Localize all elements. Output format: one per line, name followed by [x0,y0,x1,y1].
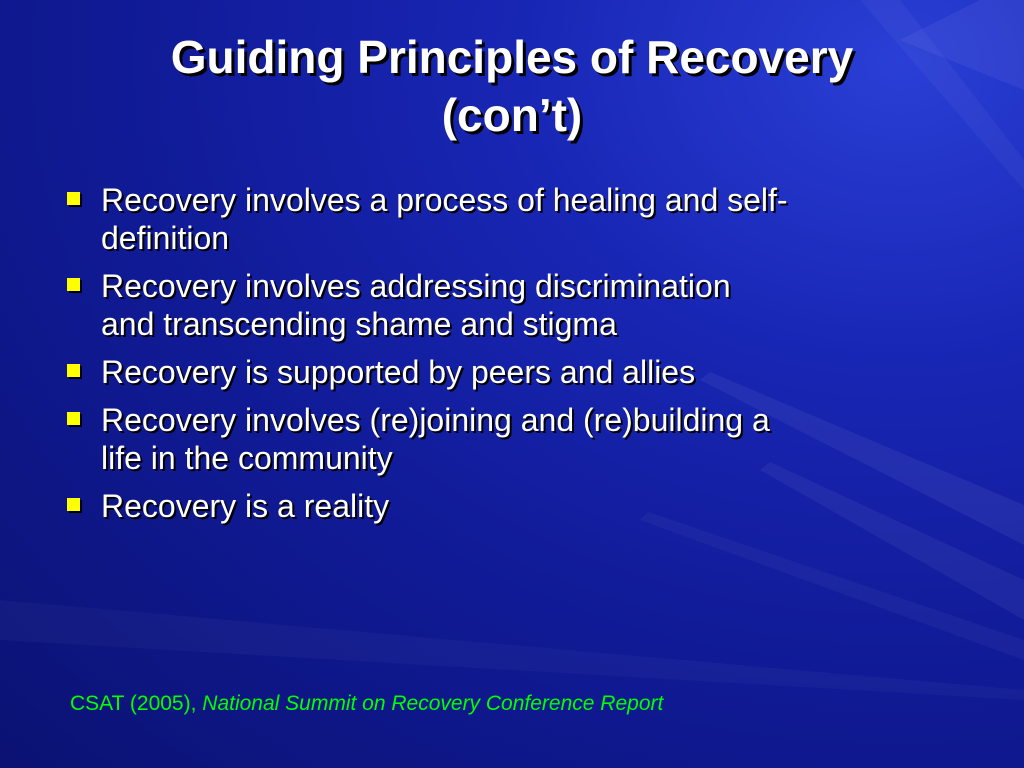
bullet-text-line: definition [101,220,230,256]
bullet-text-line: Recovery involves (re)joining and (re)building a [101,402,770,438]
bullet-item-discrimination [64,267,974,343]
bullet-text-line: Recovery is supported by peers and allies [101,354,696,390]
slide-title-line-1: Guiding Principles of Recovery [170,31,854,83]
yellow-square-bullet-icon [67,498,80,511]
bullet-text-line: Recovery involves addressing discrimination [101,268,731,304]
bullet-text-line: Recovery is a reality [101,488,390,524]
bullet-item-healing [64,181,974,257]
bullet-list [64,181,974,535]
bullet-text-line: Recovery involves a process of healing and self- [101,182,788,218]
yellow-square-bullet-icon [67,412,80,425]
slide-title-line-2: (con’t) [441,89,583,141]
slide-title [0,28,1024,144]
yellow-square-bullet-icon [67,364,80,377]
bullet-item-community [64,401,974,477]
yellow-square-bullet-icon [67,192,80,205]
citation-title: National Summit on Recovery Conference Report [202,692,664,715]
bullet-text-line: life in the community [101,440,393,476]
citation-prefix: CSAT (2005), [70,692,203,715]
bullet-text-line: and transcending shame and stigma [101,306,617,342]
citation [70,690,663,718]
yellow-square-bullet-icon [67,278,80,291]
bullet-item-reality [64,487,974,525]
bullet-item-peers [64,353,974,391]
